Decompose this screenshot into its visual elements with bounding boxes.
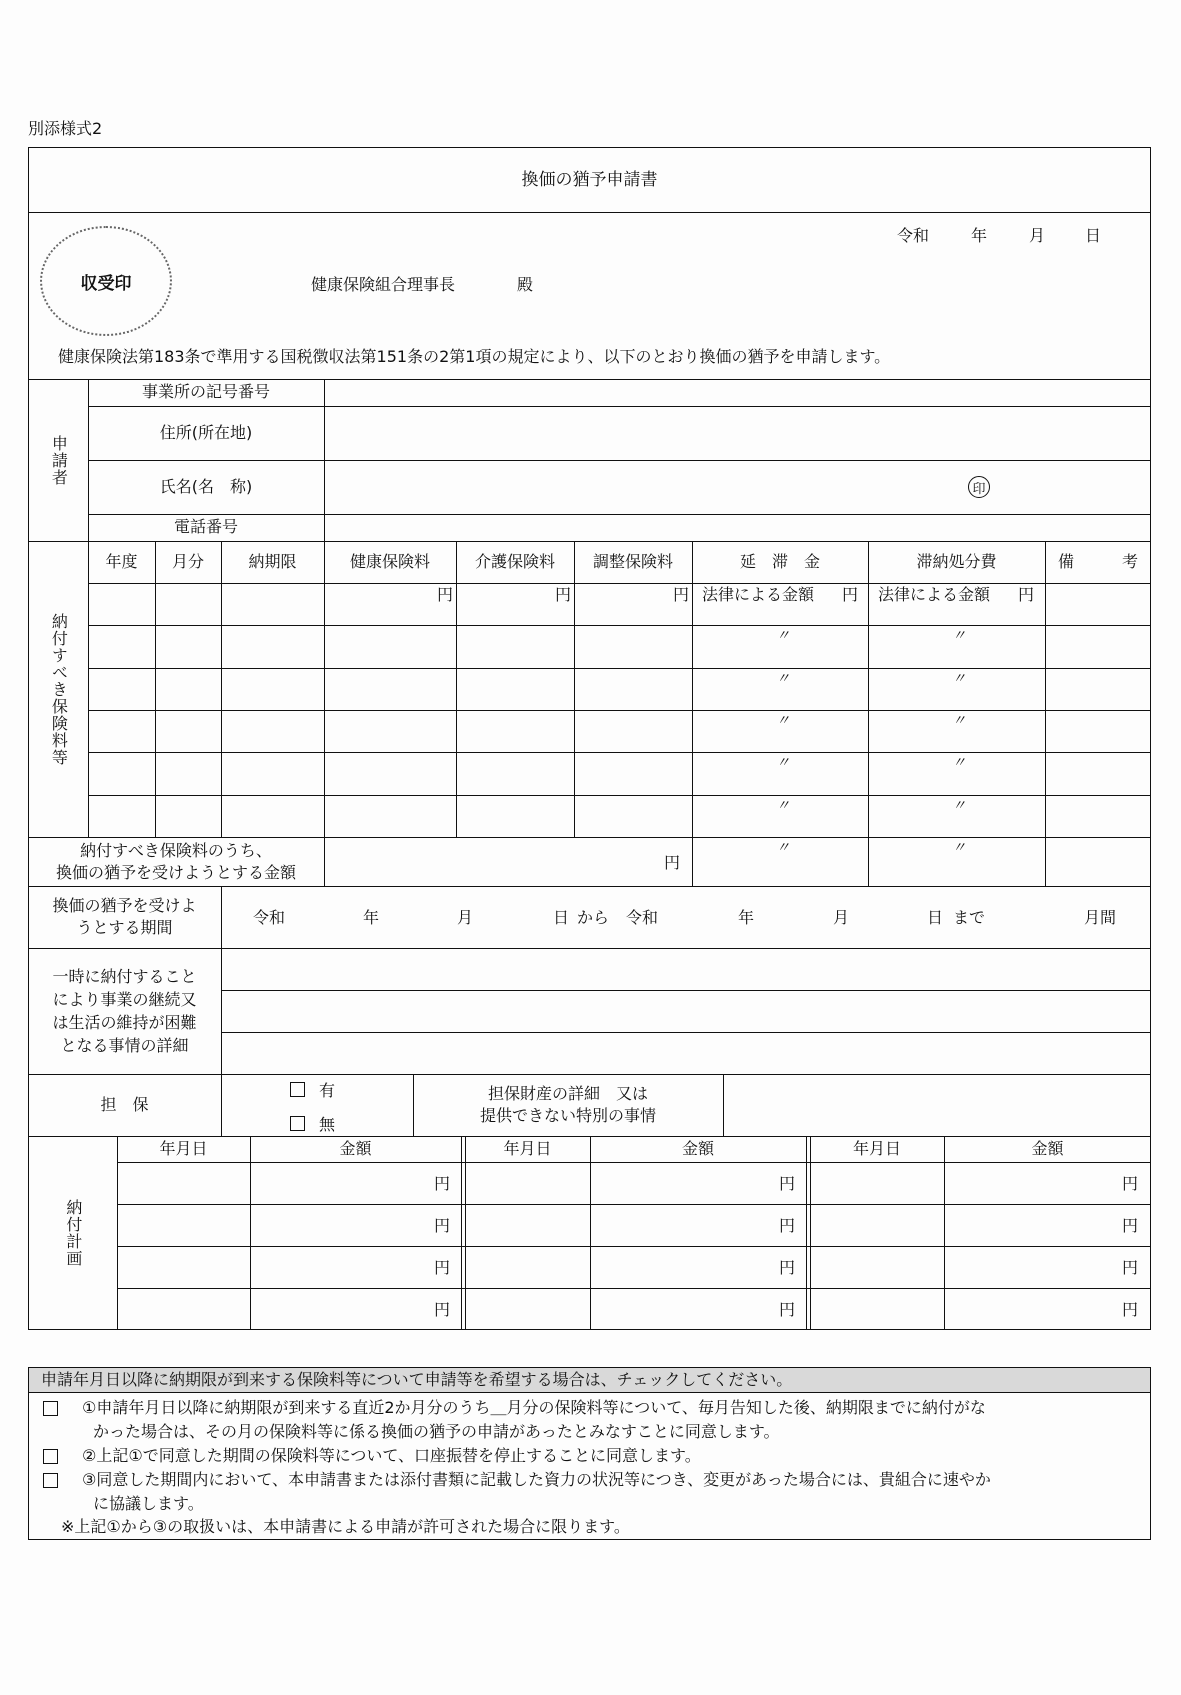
fee-row <box>88 795 1151 837</box>
ditto-mark: 〃 <box>952 713 966 729</box>
consent-box <box>28 1367 1151 1540</box>
phone-label: 電話番号 <box>173 517 238 537</box>
divider <box>117 1246 1151 1247</box>
yen-unit: 円 <box>434 1216 451 1235</box>
period-month-from: 月 <box>457 908 474 927</box>
period-label-line2: うとする期間 <box>76 918 173 937</box>
ditto-mark: 〃 <box>952 671 966 687</box>
plan-header-amount: 金額 <box>681 1138 714 1158</box>
receipt-stamp-label: 収受印 <box>80 273 132 294</box>
collateral-label: 担 保 <box>100 1094 149 1114</box>
period-to-word: まで <box>953 908 986 927</box>
yen-unit: 円 <box>779 1216 796 1235</box>
applicant-section-label: 申請者 <box>49 434 69 486</box>
period-year-to: 年 <box>738 908 755 927</box>
divider <box>117 1288 1151 1289</box>
name-input[interactable] <box>326 462 1149 513</box>
col-header-disposal: 滞納処分費 <box>916 551 997 571</box>
ditto-mark: 〃 <box>776 755 790 771</box>
fee-row <box>88 668 1151 710</box>
ditto-mark: 〃 <box>776 628 790 644</box>
hardship-label-line: 一時に納付すること <box>52 966 197 986</box>
ditto-mark: 〃 <box>952 755 966 771</box>
divider <box>117 1136 118 1330</box>
consent-checkbox-1[interactable] <box>43 1401 58 1416</box>
col-header-month: 月分 <box>171 551 204 571</box>
collateral-detail-label-line2: 提供できない特別の事情 <box>479 1106 656 1125</box>
period-label <box>28 886 221 948</box>
col-header-health: 健康保険料 <box>349 551 430 571</box>
double-divider <box>806 1136 811 1330</box>
collateral-yes-option[interactable] <box>290 1078 335 1101</box>
ditto-mark: 〃 <box>776 840 790 856</box>
yen-unit: 円 <box>779 1174 796 1193</box>
collateral-no-label: 無 <box>319 1115 336 1134</box>
col-header-adjust: 調整保険料 <box>592 551 673 571</box>
date-month: 月 <box>1029 226 1046 245</box>
plan-header-date: 年月日 <box>503 1138 552 1158</box>
hardship-label <box>28 948 221 1074</box>
period-era-to: 令和 <box>626 908 659 927</box>
hardship-label-line: となる事情の詳細 <box>60 1036 189 1056</box>
consent-checkbox-2[interactable] <box>43 1449 58 1464</box>
yen-unit: 円 <box>673 585 690 604</box>
collateral-detail-input[interactable] <box>725 1076 1149 1135</box>
double-divider <box>461 1136 466 1330</box>
form-id: 別添様式2 <box>28 119 103 138</box>
yen-unit: 円 <box>437 585 454 604</box>
summary-label-line2: 換価の猶予を受けようとする金額 <box>55 862 296 882</box>
period-months-word: 月間 <box>1084 908 1117 927</box>
consent-footnote: ※上記①から③の取扱いは、本申請書による申請が許可された場合に限ります。 <box>61 1517 630 1536</box>
yen-unit: 円 <box>555 585 572 604</box>
divider <box>117 1204 1151 1205</box>
collateral-yes-label: 有 <box>319 1081 336 1100</box>
name-label: 氏名(名 称) <box>159 476 253 496</box>
late-fee-legal-text: 法律による金額 <box>702 585 815 604</box>
yen-unit: 円 <box>779 1300 796 1319</box>
office-code-input[interactable] <box>326 381 1149 405</box>
ditto-mark: 〃 <box>952 798 966 814</box>
period-label-line1: 換価の猶予を受けよ <box>52 895 197 915</box>
consent-header: 申請年月日以降に納期限が到来する保険料等について申請等を希望する場合は、チェックしてください。 <box>29 1368 1150 1393</box>
ditto-mark: 〃 <box>776 713 790 729</box>
summary-amount-input[interactable] <box>326 839 690 885</box>
yen-unit: 円 <box>1122 1300 1139 1319</box>
col-header-care: 介護保険料 <box>474 551 555 571</box>
consent-item-3-cont: に協議します。 <box>93 1494 204 1513</box>
ditto-mark: 〃 <box>776 671 790 687</box>
yen-unit: 円 <box>434 1258 451 1277</box>
consent-item-1[interactable] <box>43 1400 986 1416</box>
yen-unit: 円 <box>1122 1258 1139 1277</box>
plan-header-date: 年月日 <box>159 1138 208 1158</box>
disposal-legal-text: 法律による金額 <box>878 585 991 604</box>
fee-row <box>88 583 1151 625</box>
collateral-yes-checkbox[interactable] <box>290 1082 305 1097</box>
period-year-from: 年 <box>363 908 380 927</box>
summary-label <box>28 837 324 886</box>
ditto-mark: 〃 <box>776 798 790 814</box>
period-month-to: 月 <box>833 908 850 927</box>
phone-input[interactable] <box>326 516 1149 540</box>
form-title: 換価の猶予申請書 <box>521 169 658 190</box>
yen-unit: 円 <box>1122 1174 1139 1193</box>
consent-item-3-text: ③同意した期間内において、本申請書または添付書類に記載した資力の状況等につき、変更があった場合には、貴組合に速やか <box>82 1470 991 1489</box>
yen-unit: 円 <box>1122 1216 1139 1235</box>
period-from-word: から <box>577 908 610 927</box>
collateral-no-option[interactable] <box>290 1112 335 1135</box>
collateral-detail-label-line1: 担保財産の詳細 又は <box>487 1083 648 1103</box>
hardship-input-line-1[interactable] <box>223 950 1149 989</box>
summary-label-line1: 納付すべき保険料のうち、 <box>80 840 272 860</box>
hardship-input-line-3[interactable] <box>223 1034 1149 1073</box>
consent-item-1-text: ①申請年月日以降に納期限が到来する直近2か月分のうち＿月分の保険料等について、毎月告知した後、納期限までに納付がな <box>82 1398 986 1417</box>
divider <box>221 1032 1151 1033</box>
plan-header-amount: 金額 <box>1031 1138 1064 1158</box>
fee-row <box>88 625 1151 668</box>
yen-unit: 円 <box>434 1174 451 1193</box>
yen-unit: 円 <box>664 853 681 872</box>
yen-unit: 円 <box>1018 585 1035 604</box>
divider <box>221 886 222 1136</box>
date-year: 年 <box>971 226 988 245</box>
consent-item-2[interactable] <box>43 1448 701 1464</box>
collateral-no-checkbox[interactable] <box>290 1116 305 1131</box>
plan-header-date: 年月日 <box>852 1138 901 1158</box>
divider <box>250 1136 251 1330</box>
yen-unit: 円 <box>434 1300 451 1319</box>
fee-row <box>88 710 1151 752</box>
divider <box>944 1136 945 1330</box>
fee-row <box>88 752 1151 795</box>
seal-icon <box>968 476 990 498</box>
collateral-detail-label <box>413 1074 723 1136</box>
consent-checkbox-3[interactable] <box>43 1473 58 1488</box>
period-day-to: 日 <box>927 908 944 927</box>
period-era-from: 令和 <box>253 908 286 927</box>
yen-unit: 円 <box>779 1258 796 1277</box>
payment-plan-section-label: 納付計画 <box>63 1199 83 1267</box>
consent-item-3[interactable] <box>43 1472 991 1488</box>
divider <box>221 990 1151 991</box>
date-era: 令和 <box>897 226 930 245</box>
office-code-label: 事業所の記号番号 <box>141 382 270 402</box>
yen-unit: 円 <box>842 585 859 604</box>
address-label: 住所(所在地) <box>159 422 253 442</box>
divider <box>28 212 1151 213</box>
statement-text: 健康保険法第183条で準用する国税徴収法第151条の2第1項の規定により、以下のとおり換価の猶予を申請します。 <box>58 347 891 366</box>
seal-mark: 印 <box>972 481 986 497</box>
ditto-mark: 〃 <box>952 840 966 856</box>
hardship-label-line: により事業の継続又 <box>52 989 197 1009</box>
divider <box>590 1136 591 1330</box>
ditto-mark: 〃 <box>952 628 966 644</box>
consent-item-2-text: ②上記①で同意した期間の保険料等について、口座振替を停止することに同意します。 <box>82 1446 701 1465</box>
col-header-late: 延 滞 金 <box>739 551 820 571</box>
hardship-input-line-2[interactable] <box>223 992 1149 1031</box>
address-input[interactable] <box>326 408 1149 459</box>
col-header-year: 年度 <box>105 551 138 571</box>
addressee: 健康保険組合理事長 <box>311 275 456 294</box>
fees-section-label: 納付すべき保険料等 <box>49 612 69 766</box>
receipt-stamp-circle <box>40 226 172 336</box>
divider <box>723 1074 724 1136</box>
date-day: 日 <box>1085 226 1102 245</box>
period-day-from: 日 <box>553 908 570 927</box>
col-header-due: 納期限 <box>248 551 297 571</box>
consent-item-1-cont: かった場合は、その月の保険料等に係る換価の猶予の申請があったとみなすことに同意します。 <box>93 1422 780 1441</box>
col-header-remarks: 備 考 <box>1057 551 1138 571</box>
addressee-honorific: 殿 <box>517 275 534 294</box>
plan-header-amount: 金額 <box>339 1138 372 1158</box>
divider <box>117 1162 1151 1163</box>
hardship-label-line: は生活の維持が困難 <box>52 1013 197 1032</box>
